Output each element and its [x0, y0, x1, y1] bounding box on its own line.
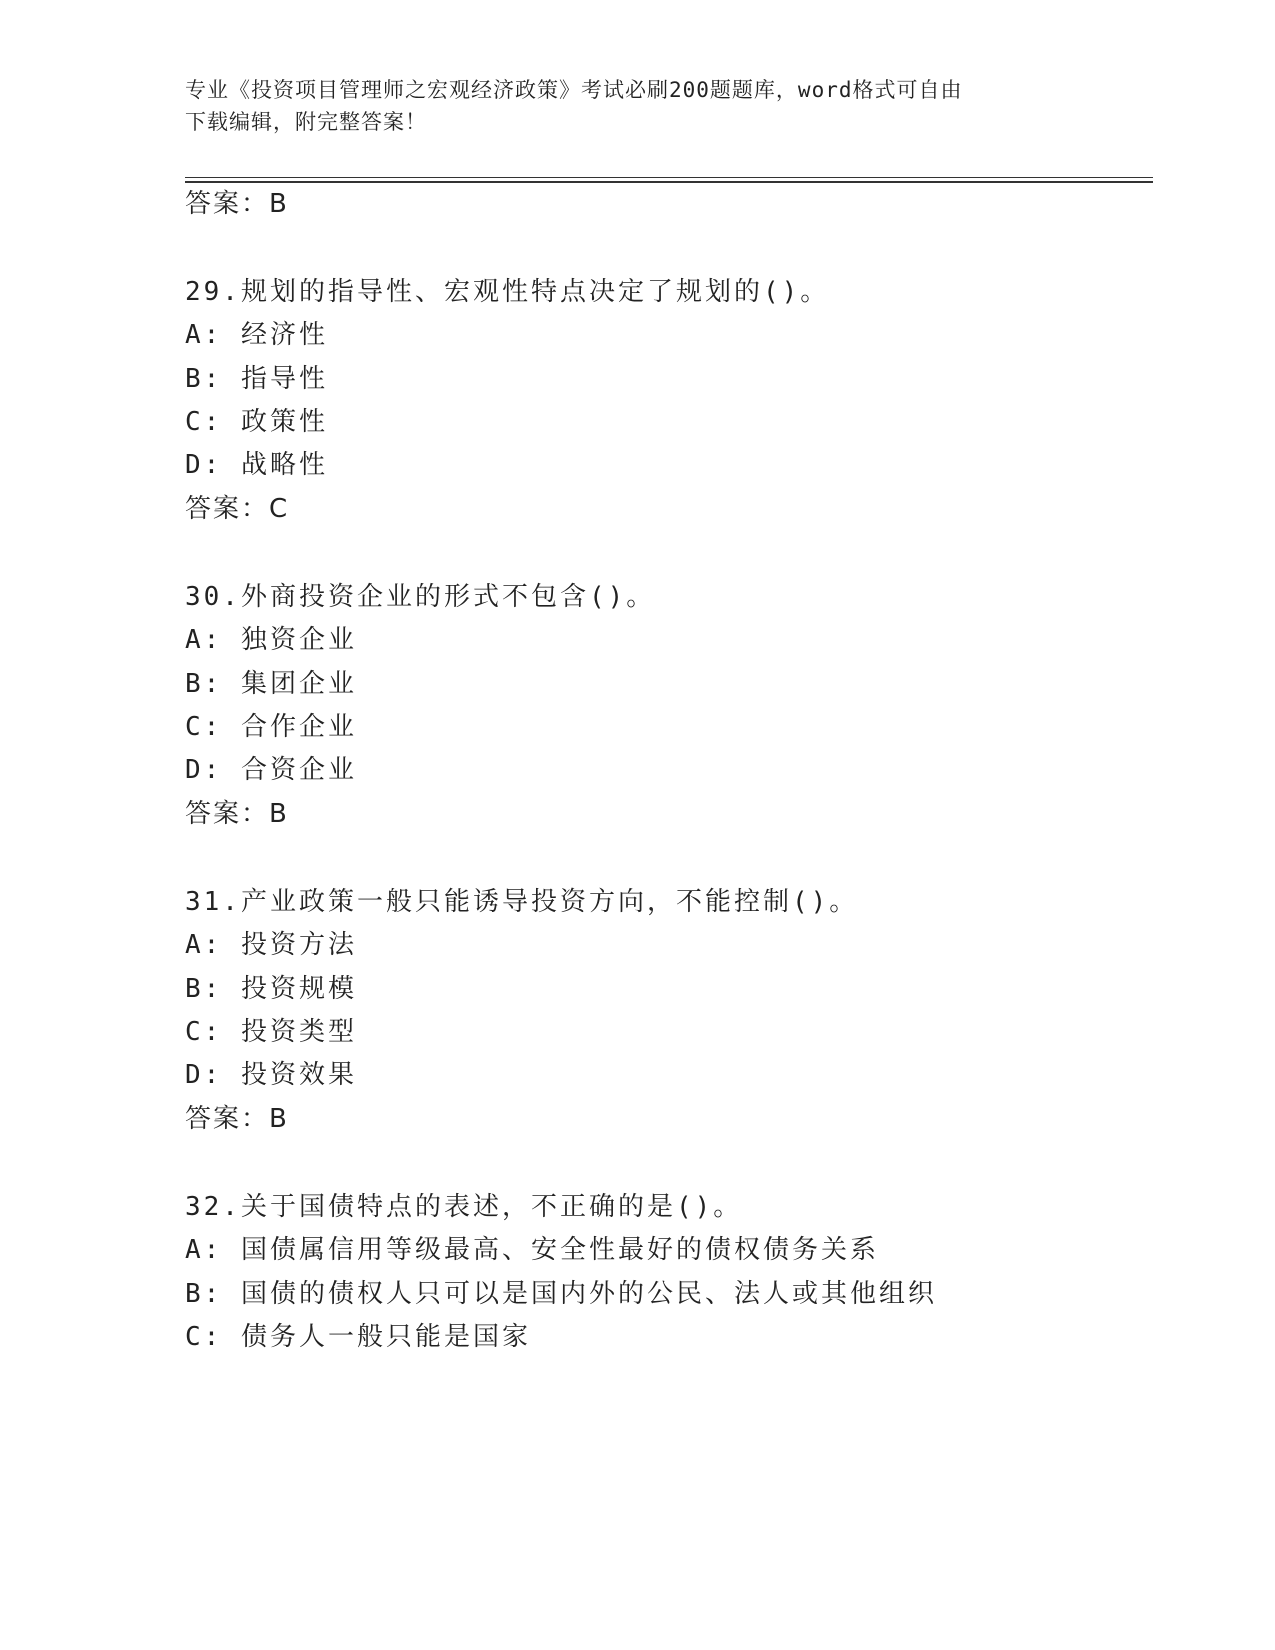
option-29-b: B: 指导性: [185, 364, 328, 394]
answer-29: 答案：C: [185, 494, 290, 524]
option-32-a: A: 国债属信用等级最高、安全性最好的债权债务关系: [185, 1235, 879, 1265]
header-divider-bottom: [185, 181, 1153, 183]
question-stem-29: 29.规划的指导性、宏观性特点决定了规划的()。: [185, 277, 830, 307]
option-29-c: C: 政策性: [185, 407, 328, 437]
option-32-b: B: 国债的债权人只可以是国内外的公民、法人或其他组织: [185, 1279, 937, 1309]
option-32-c: C: 债务人一般只能是国家: [185, 1322, 531, 1352]
option-29-d: D: 战略性: [185, 450, 328, 480]
document-title-line-2: 下载编辑，附完整答案！: [185, 110, 427, 134]
previous-answer: 答案：B: [185, 189, 289, 219]
question-stem-30: 30.外商投资企业的形式不包含()。: [185, 582, 656, 612]
option-30-d: D: 合资企业: [185, 755, 357, 785]
document-title-line-1: 专业《投资项目管理师之宏观经济政策》考试必刷200题题库，word格式可自由: [185, 78, 963, 102]
question-stem-32: 32.关于国债特点的表述，不正确的是()。: [185, 1192, 743, 1222]
option-30-c: C: 合作企业: [185, 712, 357, 742]
header-divider-top: [185, 177, 1153, 178]
option-31-c: C: 投资类型: [185, 1017, 357, 1047]
answer-30: 答案：B: [185, 799, 289, 829]
answer-31: 答案：B: [185, 1104, 289, 1134]
option-29-a: A: 经济性: [185, 320, 328, 350]
option-30-a: A: 独资企业: [185, 625, 357, 655]
option-31-b: B: 投资规模: [185, 974, 357, 1004]
question-stem-31: 31.产业政策一般只能诱导投资方向，不能控制()。: [185, 887, 859, 917]
option-30-b: B: 集团企业: [185, 669, 357, 699]
option-31-d: D: 投资效果: [185, 1060, 357, 1090]
option-31-a: A: 投资方法: [185, 930, 357, 960]
